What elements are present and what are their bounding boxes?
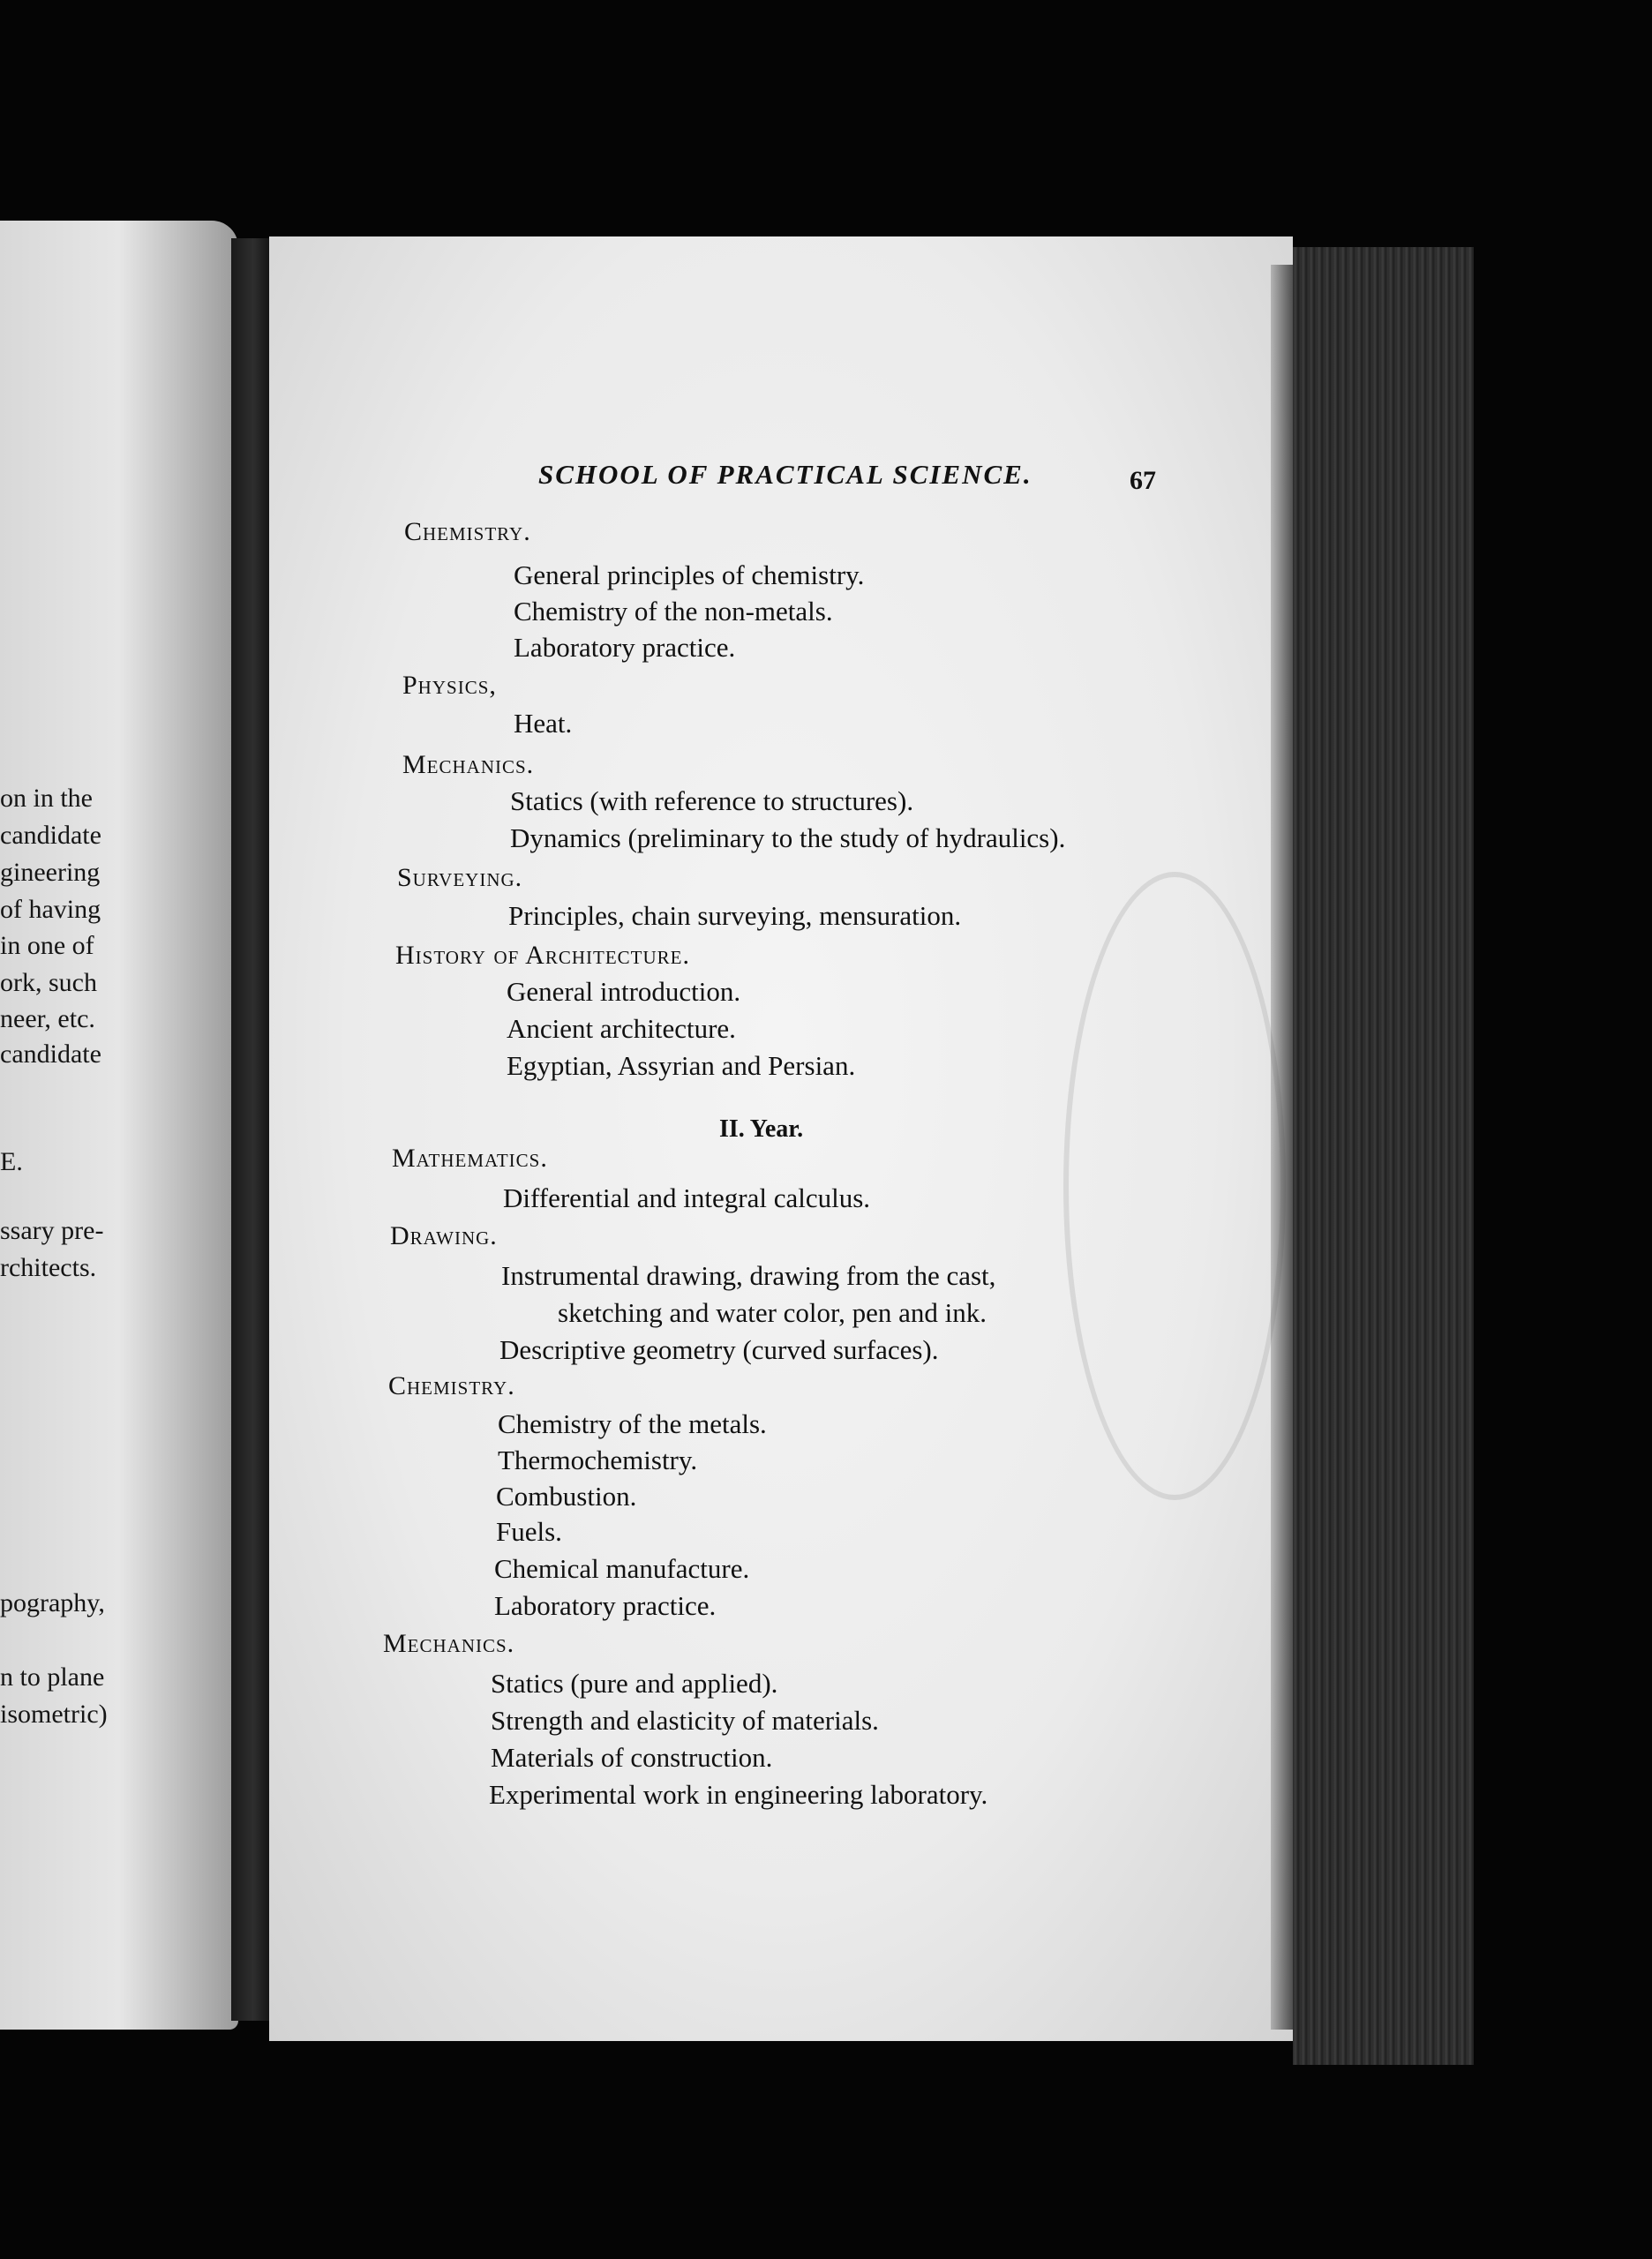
list-item: Chemistry of the metals. — [498, 1408, 767, 1439]
section-heading: Physics, — [402, 671, 497, 700]
list-item: sketching and water color, pen and ink. — [558, 1297, 987, 1328]
book-page-edges — [1293, 247, 1474, 2065]
left-page — [0, 221, 238, 2030]
left-line: neer, etc. — [0, 1004, 95, 1033]
section-heading: Chemistry. — [404, 517, 531, 546]
left-line: candidate — [0, 821, 101, 850]
list-item: Differential and integral calculus. — [503, 1182, 871, 1213]
water-stain — [1063, 872, 1286, 1500]
list-item: Laboratory practice. — [494, 1590, 717, 1621]
list-item: Materials of construction. — [491, 1742, 773, 1773]
list-item: General introduction. — [507, 976, 741, 1007]
year-heading: II. Year. — [719, 1115, 804, 1143]
list-item: Heat. — [514, 708, 573, 739]
left-line: isometric) — [0, 1700, 108, 1729]
left-line: rchitects. — [0, 1253, 97, 1282]
list-item: Principles, chain surveying, mensuration. — [508, 900, 962, 931]
section-heading: Mathematics. — [392, 1144, 548, 1173]
list-item: Descriptive geometry (curved surfaces). — [499, 1334, 939, 1365]
section-heading: Drawing. — [390, 1221, 498, 1250]
list-item: Experimental work in engineering laboratory. — [489, 1779, 988, 1810]
list-item: Statics (pure and applied). — [491, 1668, 778, 1699]
list-item: Statics (with reference to structures). — [510, 785, 914, 816]
list-item: Egyptian, Assyrian and Persian. — [507, 1050, 856, 1081]
list-item: Combustion. — [496, 1481, 637, 1512]
list-item: Thermochemistry. — [498, 1445, 698, 1475]
left-line: E. — [0, 1147, 23, 1176]
list-item: Instrumental drawing, drawing from the cast, — [501, 1260, 996, 1291]
left-line: ssary pre- — [0, 1216, 104, 1245]
left-line: of having — [0, 895, 101, 924]
section-heading: Chemistry. — [388, 1371, 515, 1400]
section-heading: Mechanics. — [383, 1629, 515, 1658]
left-line: candidate — [0, 1039, 101, 1069]
running-head: SCHOOL OF PRACTICAL SCIENCE. — [538, 459, 1032, 490]
section-heading: History of Architecture. — [395, 941, 690, 970]
section-heading: Surveying. — [397, 863, 523, 892]
left-line: in one of — [0, 931, 94, 960]
left-line: n to plane — [0, 1662, 105, 1692]
list-item: Chemical manufacture. — [494, 1553, 750, 1584]
left-line: gineering — [0, 858, 101, 887]
list-item: Chemistry of the non-metals. — [514, 596, 833, 627]
page-number: 67 — [1130, 466, 1156, 495]
left-line: pography, — [0, 1588, 105, 1617]
list-item: Fuels. — [496, 1516, 562, 1547]
list-item: General principles of chemistry. — [514, 559, 865, 590]
left-line: ork, such — [0, 968, 97, 997]
list-item: Laboratory practice. — [514, 632, 736, 663]
section-heading: Mechanics. — [402, 750, 535, 779]
left-line: on in the — [0, 784, 93, 813]
list-item: Strength and elasticity of materials. — [491, 1705, 879, 1736]
list-item: Ancient architecture. — [507, 1013, 736, 1044]
list-item: Dynamics (preliminary to the study of hydraulics). — [510, 822, 1066, 853]
